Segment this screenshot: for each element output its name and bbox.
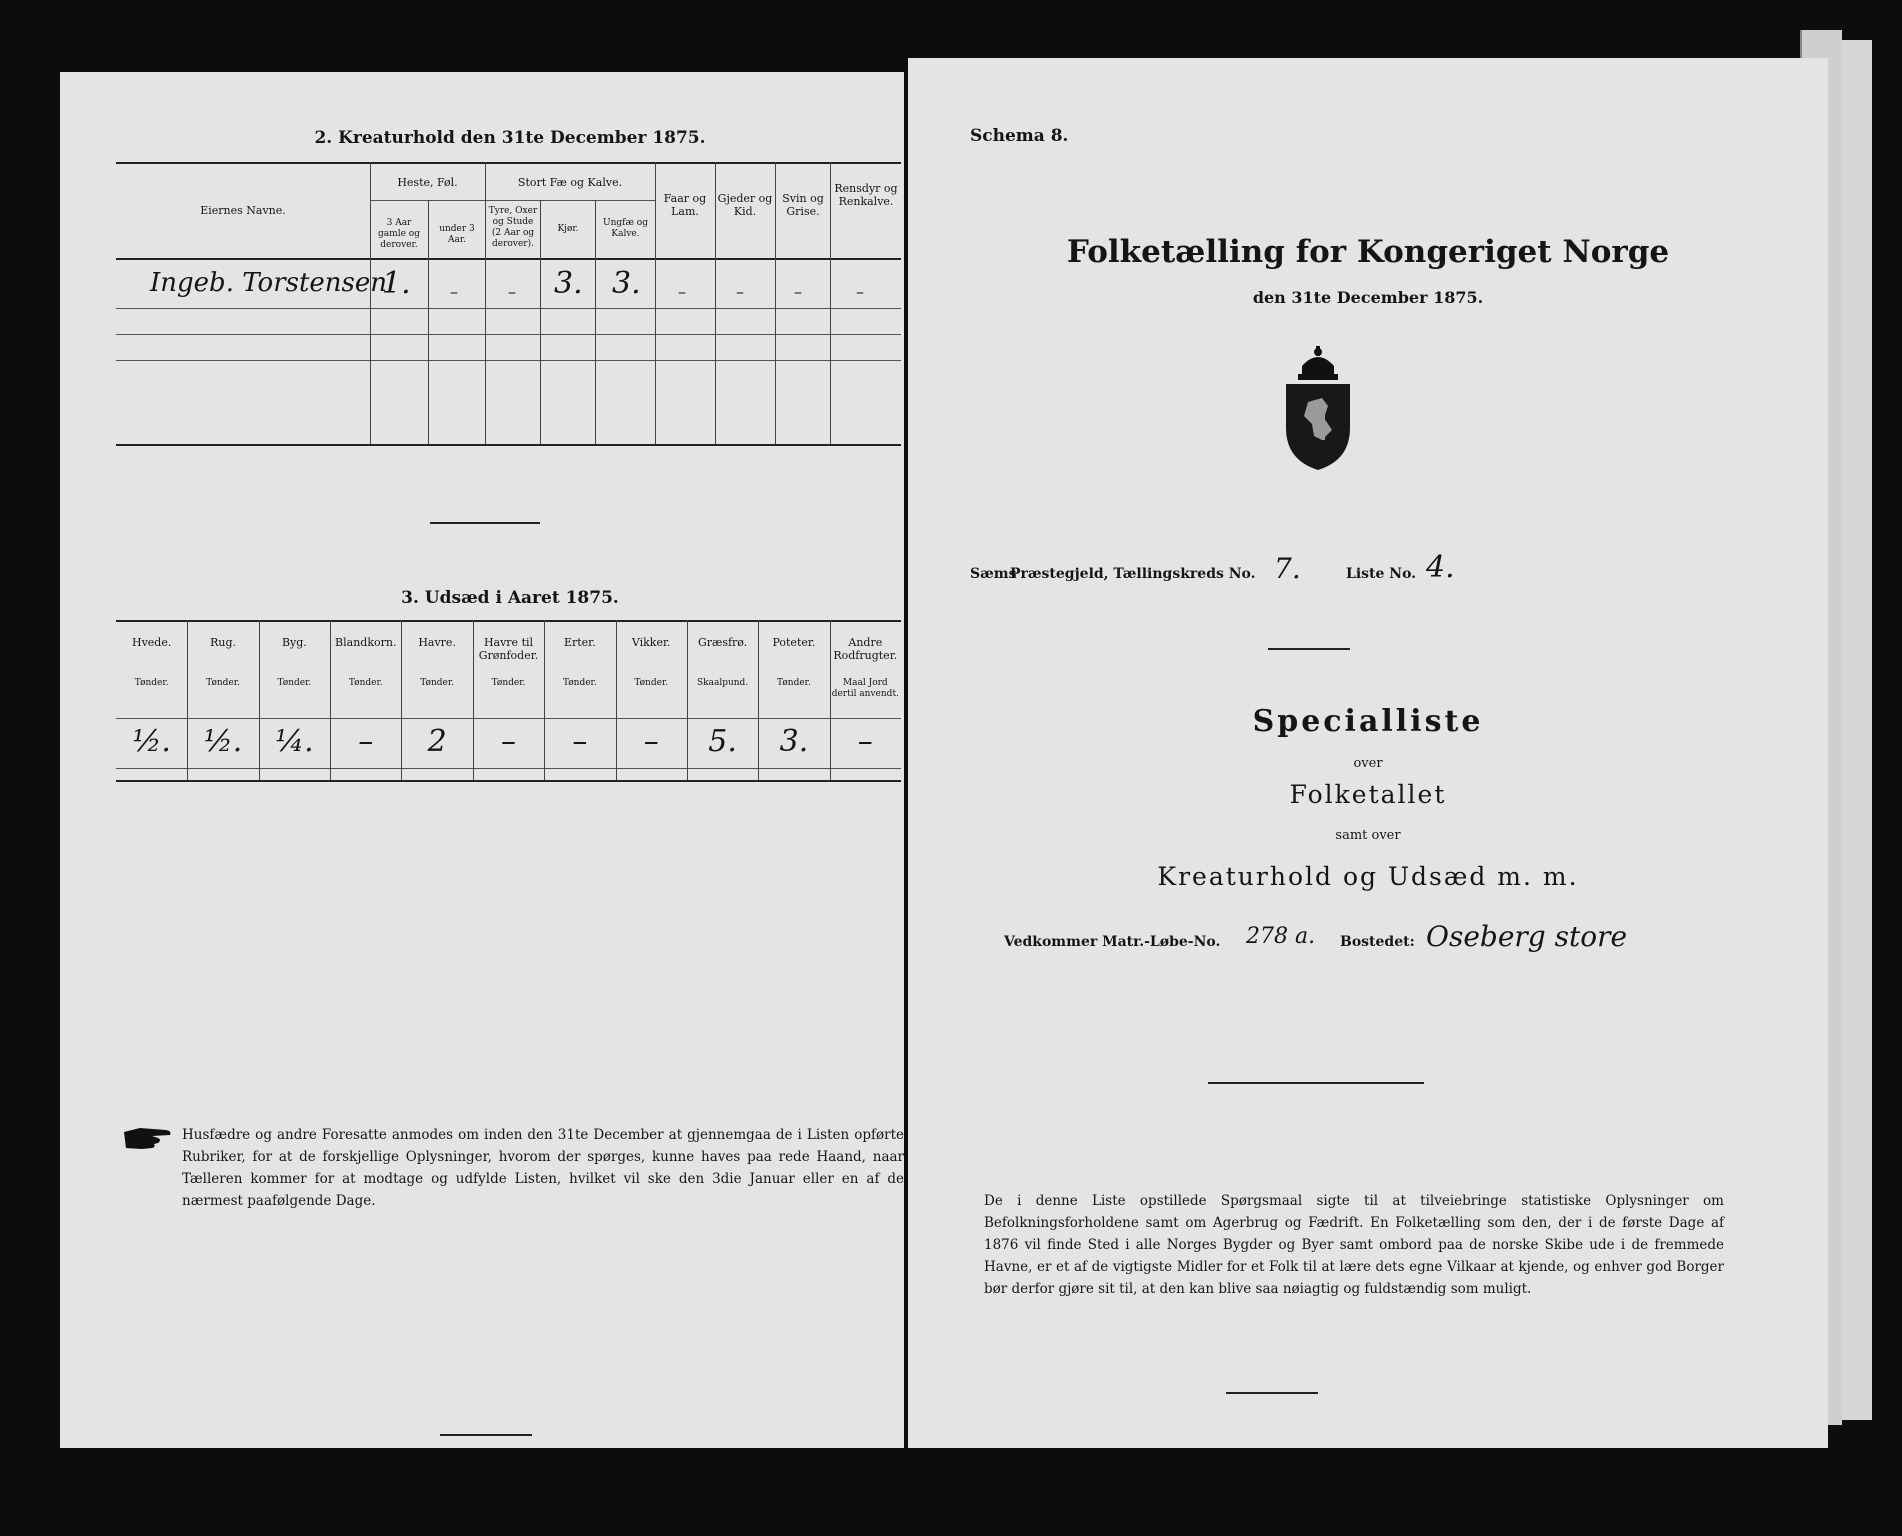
value-heste-old: 1. (382, 266, 411, 301)
matr-label: Vedkommer Matr.-Løbe-No. (1004, 934, 1221, 950)
seed-col-unit: Tønder. (562, 678, 597, 688)
value-faar: – (678, 282, 686, 301)
seed-value: – (358, 724, 374, 759)
section2-title: 2. Kreaturhold den 31te December 1875. (314, 128, 706, 148)
seed-col-header: Byg. (281, 636, 307, 649)
seed-col-unit: Tønder. (420, 678, 455, 688)
liste-no: 4. (1426, 550, 1455, 585)
col-kjor: Kjør. (557, 224, 579, 234)
value-kjor: 3. (554, 266, 583, 301)
value-rensdyr: – (856, 282, 864, 301)
kreds-no: 7. (1274, 552, 1301, 585)
col-heste: Heste, Føl. (397, 176, 458, 189)
seed-value: 2 (427, 724, 447, 759)
col-ungfae: Ungfæ og Kalve. (603, 218, 648, 239)
norway-coat-of-arms (1278, 344, 1358, 476)
seed-col-unit: Tønder. (491, 678, 526, 688)
divider-bottom (440, 1434, 532, 1436)
seed-value: ¼. (275, 724, 314, 759)
seed-value: – (572, 724, 588, 759)
pointing-hand-icon (122, 1124, 174, 1156)
seed-col-unit: Tønder. (277, 678, 312, 688)
seed-col-unit: Tønder. (634, 678, 669, 688)
instruction-text: Husfædre og andre Foresatte anmodes om inden den 31te December at gjennemgaa de i Listen opførte Rubriker, for at de forskjellige Oplysninger, hvorom der spørges, kunne haves paa rede Haand, naar Tælleren kommer for at modtage og udfylde Listen, hvilket vil ske den 3die Januar eller en af de nærmest paafølgende Dage. (182, 1127, 904, 1209)
purpose-paragraph (984, 1190, 1724, 1300)
kreaturhold-heading: Kreaturhold og Udsæd m. m. (1157, 862, 1579, 891)
seed-value: – (857, 724, 873, 759)
instruction-note (182, 1124, 904, 1212)
specialliste-heading: Specialliste (1252, 704, 1484, 739)
divider (430, 522, 540, 524)
divider-right-3 (1226, 1392, 1318, 1394)
seed-col-unit: Maal Jord dertil anvendt. (831, 678, 899, 699)
col-heste-young: under 3 Aar. (439, 224, 475, 245)
seed-value: ½. (132, 724, 171, 759)
col-heste-old: 3 Aar gamle og derover. (378, 218, 420, 250)
value-heste-young: – (450, 282, 458, 301)
matr-no: 278 a. (1246, 924, 1316, 949)
seed-col-header: Blandkorn. (335, 636, 397, 649)
seed-col-header: Erter. (563, 636, 596, 649)
folketallet-heading: Folketallet (1289, 780, 1447, 809)
col-eiernes-navne: Eiernes Navne. (200, 204, 286, 217)
seed-col-unit: Tønder. (206, 678, 240, 688)
over-label: over (1353, 756, 1383, 771)
col-svin: Svin og Grise. (782, 192, 824, 218)
owner-name: Ingeb. Torstensen (150, 268, 388, 298)
samt-over-label: samt over (1335, 828, 1401, 843)
bostedet-value: Oseberg store (1426, 920, 1628, 953)
seed-value: 3. (779, 724, 809, 759)
divider-right-2 (1208, 1082, 1424, 1084)
census-title: Folketælling for Kongeriget Norge (1066, 234, 1670, 270)
prestegjeld-name: Sæms (970, 566, 1017, 582)
seed-value: – (500, 724, 516, 759)
seed-value: 5. (708, 724, 737, 759)
value-ungfae: 3. (612, 266, 641, 301)
schema-label: Schema 8. (970, 126, 1069, 146)
seed-value: – (643, 724, 659, 759)
seed-col-header: Andre Rodfrugter. (833, 636, 898, 662)
prestegjeld-label: Præstegjeld, Tællingskreds No. (1010, 566, 1256, 582)
bostedet-label: Bostedet: (1340, 934, 1415, 950)
col-tyre: Tyre, Oxer og Stude (2 Aar og derover). (488, 206, 538, 249)
seed-value: ½. (203, 724, 243, 759)
left-page (60, 72, 904, 1448)
seed-col-header: Havre til Grønfoder. (478, 636, 539, 662)
seed-col-unit: Tønder. (777, 678, 811, 688)
seed-col-header: Poteter. (772, 636, 816, 649)
right-page (908, 58, 1828, 1448)
col-stort-fae: Stort Fæ og Kalve. (517, 176, 623, 189)
seed-col-header: Havre. (418, 636, 456, 649)
seed-col-unit: Skaalpund. (696, 678, 749, 688)
col-rensdyr: Rensdyr og Renkalve. (834, 182, 898, 208)
seed-col-unit: Tønder. (134, 678, 169, 688)
col-faar: Faar og Lam. (663, 192, 707, 218)
col-gjeder: Gjeder og Kid. (717, 192, 773, 218)
value-tyre: – (508, 282, 516, 301)
seed-col-header: Vikker. (631, 636, 671, 649)
section3-title: 3. Udsæd i Aaret 1875. (401, 588, 619, 608)
value-svin: – (794, 282, 802, 301)
liste-label: Liste No. (1346, 566, 1417, 582)
value-gjeder: – (736, 282, 744, 301)
seed-col-header: Rug. (210, 636, 236, 649)
purpose-text: De i denne Liste opstillede Spørgsmaal sigte til at tilveiebringe statistiske Oplysninger om Befolkningsforholdene samt om Agerbrug og Fædrift. En Folketælling som den, der i de første Dage af 1876 vil finde Sted i alle Norges Bygder og Byer samt ombord paa de norske Skibe ude i de fremmede Havne, er et af de vigtigste Midler for et Folk til at lære dets egne Vilkaar at kjende, og enhver god Borger bør derfor gjøre sit til, at den kan blive saa nøiagtig og fuldstændig som muligt. (984, 1193, 1724, 1297)
seed-col-header: Græsfrø. (697, 636, 748, 649)
census-subtitle: den 31te December 1875. (1252, 288, 1484, 307)
seed-col-header: Hvede. (131, 636, 172, 649)
divider-right-1 (1268, 648, 1350, 650)
seed-col-unit: Tønder. (348, 678, 383, 688)
